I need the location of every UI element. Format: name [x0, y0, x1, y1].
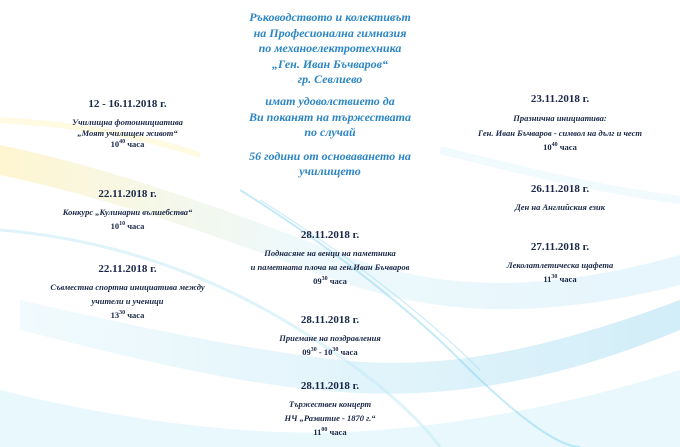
event-line: учители и ученици [91, 296, 164, 307]
header-block [195, 10, 465, 180]
center-event-2 [215, 313, 445, 358]
invite-line-3: по случай [304, 125, 356, 140]
event-time: $11^{00}$ часа [313, 427, 347, 438]
event-line: Приемане на поздравления [279, 333, 381, 344]
event-date: 28.11.2018 г. [300, 229, 360, 241]
event-line: Тържествен концерт [288, 399, 372, 410]
center-event-1 [215, 228, 445, 287]
event-date: 26.11.2018 г. [530, 183, 590, 195]
event-line: „Моят училищен живот“ [77, 128, 178, 139]
event-line: Празнична инициатива: [513, 113, 607, 124]
event-date: 23.11.2018 г. [530, 93, 590, 105]
right-event-3 [455, 240, 665, 285]
invite-line-1: имат удоволствието да [265, 93, 395, 108]
event-time: $11^{30}$ часа [543, 274, 577, 285]
event-date: 22.11.2018 г. [98, 263, 157, 275]
event-time: $09^{30} - 10^{30}$ часа [302, 347, 358, 358]
event-time: $09^{30}$ часа [313, 276, 347, 287]
event-line: Училищна фотоинициатива [72, 117, 183, 128]
header-line-4: „Ген. Иван Бъчваров“ [271, 56, 389, 71]
event-date: 28.11.2018 г. [300, 380, 360, 392]
event-line: Ден на Английския език [514, 202, 606, 213]
event-time: $10^{10}$ часа [110, 221, 145, 232]
event-line: Конкурс „Кулинарни вълшебства“ [62, 207, 193, 218]
anniversary-line-2: училището [299, 164, 361, 179]
right-event-1 [455, 92, 665, 153]
event-date: 22.11.2018 г. [98, 188, 157, 200]
header-line-1: Ръководството и колективът [249, 10, 411, 24]
event-date: 28.11.2018 г. [300, 314, 360, 326]
event-date: 12 - 16.11.2018 г. [88, 98, 167, 110]
event-time: $10^{40}$ часа [543, 142, 577, 153]
center-event-3 [215, 379, 445, 438]
event-line: Съвместна спортна инициатива между [50, 282, 205, 293]
left-event-2 [20, 187, 235, 232]
anniversary-line-1: 56 години от основаването на [249, 148, 411, 163]
event-line: Леколатлетическа щафета [506, 260, 614, 271]
left-event-3 [20, 262, 235, 321]
event-line: Ген. Иван Бъчваров - символ на дълг и чест [478, 128, 642, 139]
event-time: $10^{40}$ часа [110, 139, 145, 150]
header-line-3: по механоелектротехника [258, 41, 402, 56]
invite-line-2: Ви поканят на тържествата [248, 109, 412, 124]
header-line-2: на Професионална гимназия [253, 25, 407, 40]
header-line-5: гр. Севлиево [297, 72, 363, 87]
right-event-2 [455, 182, 665, 213]
event-line: и паметната плоча на ген.Иван Бъчваров [250, 262, 410, 273]
event-time: $13^{30}$ часа [110, 310, 145, 321]
event-line: Поднасяне на венци на паметника [264, 248, 396, 259]
event-line: НЧ „Развитие - 1870 г.“ [284, 413, 376, 424]
left-event-1 [20, 97, 235, 150]
event-date: 27.11.2018 г. [530, 241, 590, 253]
